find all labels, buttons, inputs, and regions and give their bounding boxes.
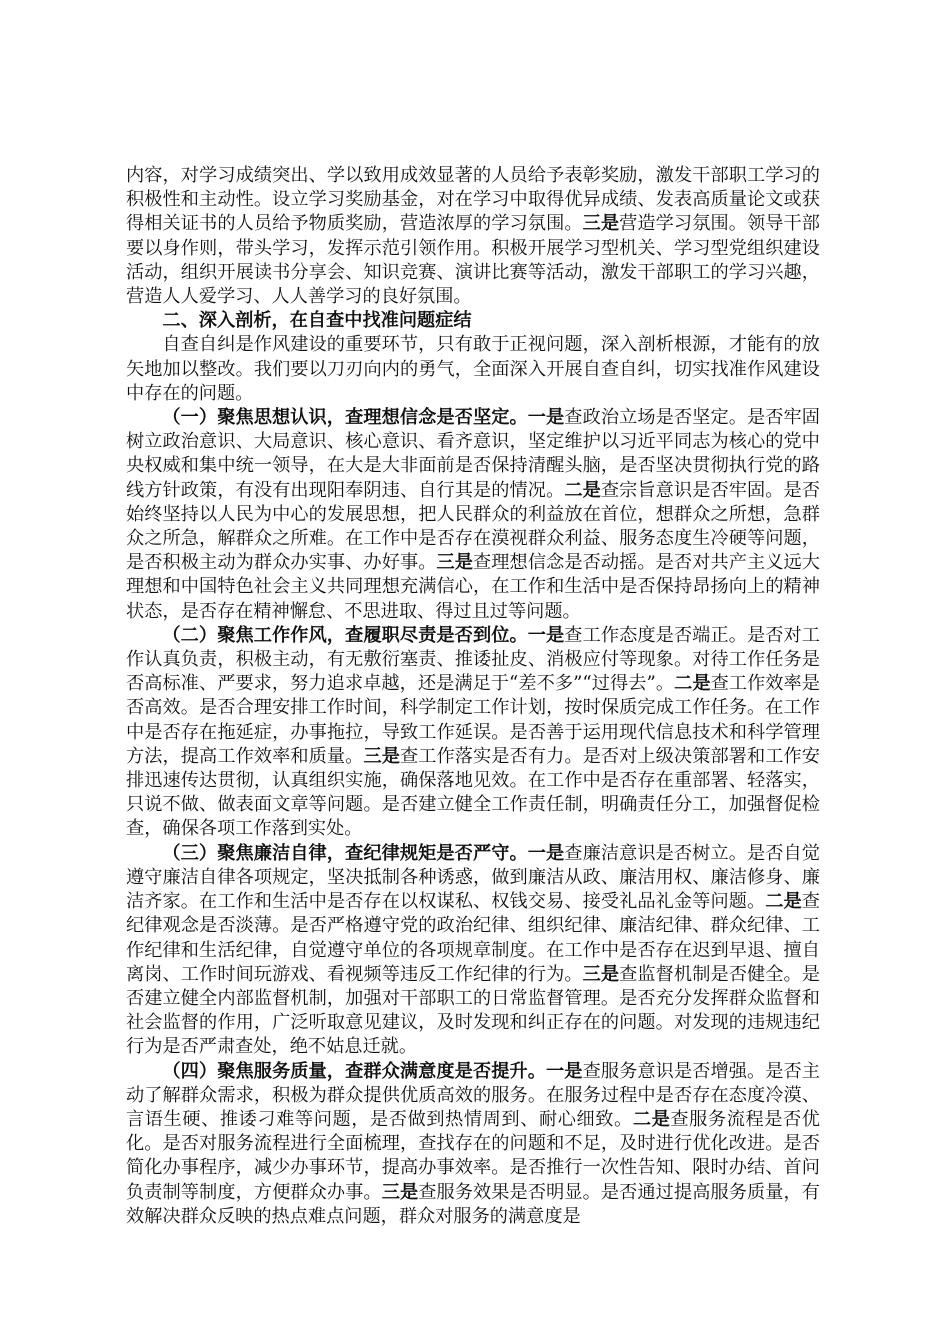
keyword-third: 三是 bbox=[582, 213, 620, 235]
keyword-first: 一是 bbox=[527, 842, 565, 864]
subsection-title: （四）聚焦服务质量，查群众满意度是否提升。 bbox=[162, 1060, 547, 1082]
text-run: 查宗旨意识是否牢固。是否始终坚持以人民为中心的发展思想，把人民群众的利益放在首位，想群众之所想，急群众之所急，解群众之所难。在工作中是否存在漠视群众利益、服务态度生冷硬等问题，是否积极主动为群众办实事、办好事。 bbox=[126, 479, 820, 574]
paragraph-work-style bbox=[126, 624, 820, 842]
keyword-third: 三是 bbox=[381, 1181, 419, 1203]
keyword-first: 一是 bbox=[527, 407, 565, 429]
section-heading-2: 二、深入剖析，在自查中找准问题症结 bbox=[162, 310, 472, 332]
text-run: 查服务流程是否优化。是否对服务流程进行全面梳理，查找存在的问题和不足，及时进行优化改进。是否简化办事程序，减少办事环节，提高办事效率。是否推行一次性告知、限时办结、首问负责制等制度，方便群众办事。 bbox=[126, 1108, 820, 1203]
text-run: 查服务意识是否增强。是否主动了解群众需求，积极为群众提供优质高效的服务。在服务过程中是否存在态度冷漠、言语生硬、推诿刁难等问题，是否做到热情周到、耐心细致。 bbox=[126, 1060, 820, 1130]
keyword-third: 三是 bbox=[582, 963, 620, 985]
text-run: 查廉洁意识是否树立。是否自觉遵守廉洁自律各项规定，坚决抵制各种诱惑，做到廉洁从政、廉洁用权、廉洁修身、廉洁齐家。在工作和生活中是否存在以权谋私、权钱交易、接受礼品礼金等问题。 bbox=[126, 842, 820, 913]
text-run: 查服务效果是否明显。是否通过提高服务质量，有效解决群众反映的热点难点问题，群众对服务的满意度是 bbox=[126, 1181, 820, 1227]
paragraph-ideology bbox=[126, 406, 820, 624]
paragraph-integrity bbox=[126, 842, 820, 1060]
paragraph-self-inspection-intro: 自查自纠是作风建设的重要环节，只有敢于正视问题，深入剖析根源，才能有的放矢地加以整改。我们要以刀刃向内的勇气，全面深入开展自查自纠，切实找准作风建设中存在的问题。 bbox=[126, 334, 820, 404]
text-run: 查监督机制是否健全。是否建立健全内部监督机制，加强对干部职工的日常监督管理。是否充分发挥群众监督和社会监督的作用，广泛听取意见建议，及时发现和纠正存在的问题。对发现的违规违纪行为是否严肃查处，绝不姑息迁就。 bbox=[126, 963, 820, 1058]
text-run: 查工作态度是否端正。是否对工作认真负责，积极主动，有无敷衍塞责、推诿扯皮、消极应付等现象。对待工作任务是否高标准、严要求，努力追求卓越，还是满足于“差不多”“过得去”。 bbox=[126, 624, 820, 695]
keyword-second: 二是 bbox=[564, 479, 601, 501]
text-run: 查工作效率是否高效。是否合理安排工作时间，科学制定工作计划，按时保质完成工作任务。在工作中是否存在拖延症，办事拖拉，导致工作延误。是否善于运用现代信息技术和科学管理方法，提高工作效率和质量。 bbox=[126, 673, 820, 767]
text-run: 查政治立场是否坚定。是否牢固树立政治意识、大局意识、核心意识、看齐意识，坚定维护以习近平同志为核心的党中央权威和集中统一领导，在大是大非面前是否保持清醒头脑，是否坚决贯彻执行党的路线方针政策，有没有出现阳奉阴违、自行其是的情况。 bbox=[126, 407, 820, 501]
document-page bbox=[126, 164, 820, 1229]
subsection-title: （三）聚焦廉洁自律，查纪律规矩是否严守。 bbox=[162, 842, 528, 864]
keyword-third: 三是 bbox=[363, 745, 400, 767]
paragraph-service-quality bbox=[126, 1060, 820, 1229]
keyword-second: 二是 bbox=[632, 1108, 671, 1130]
keyword-second: 二是 bbox=[765, 891, 802, 913]
paragraph-learning-atmosphere bbox=[126, 164, 820, 309]
keyword-third: 三是 bbox=[436, 552, 474, 574]
text-run: 查工作落实是否有力。是否对上级决策部署和工作安排迅速传达贯彻，认真组织实施，确保落地见效。在工作中是否存在重部署、轻落实，只说不做、做表面文章等问题。是否建立健全工作责任制，明确责任分工，加强督促检查，确保各项工作落到实处。 bbox=[126, 745, 820, 840]
text-run: 内容，对学习成绩突出、学以致用成效显著的人员给予表彰奖励，激发干部职工学习的积极性和主动性。设立学习奖励基金，对在学习中取得优异成绩、发表高质量论文或获得相关证书的人员给予物质奖励，营造浓厚的学习氛围。 bbox=[126, 165, 820, 235]
text-run: 查理想信念是否动摇。是否对共产主义远大理想和中国特色社会主义共同理想充满信心，在工作和生活中是否保持昂扬向上的精神状态，是否存在精神懈怠、不思进取、得过且过等问题。 bbox=[126, 552, 820, 622]
keyword-first: 一是 bbox=[546, 1060, 583, 1082]
subsection-title: （一）聚焦思想认识，查理想信念是否坚定。 bbox=[162, 407, 528, 429]
keyword-first: 一是 bbox=[527, 624, 565, 646]
text-run: 营造学习氛围。领导干部要以身作则，带头学习，发挥示范引领作用。积极开展学习型机关、学习型党组织建设活动，组织开展读书分享会、知识竞赛、演讲比赛等活动，激发干部职工的学习兴趣，营造人人爱学习、人人善学习的良好氛围。 bbox=[126, 213, 820, 308]
subsection-title: （二）聚焦工作作风，查履职尽责是否到位。 bbox=[162, 624, 528, 646]
keyword-second: 二是 bbox=[674, 673, 711, 695]
text-run: 查纪律观念是否淡薄。是否严格遵守党的政治纪律、组织纪律、廉洁纪律、群众纪律、工作纪律和生活纪律，自觉遵守单位的各项规章制度。在工作中是否存在迟到早退、擅自离岗、工作时间玩游戏、看视频等违反工作纪律的行为。 bbox=[126, 891, 820, 985]
